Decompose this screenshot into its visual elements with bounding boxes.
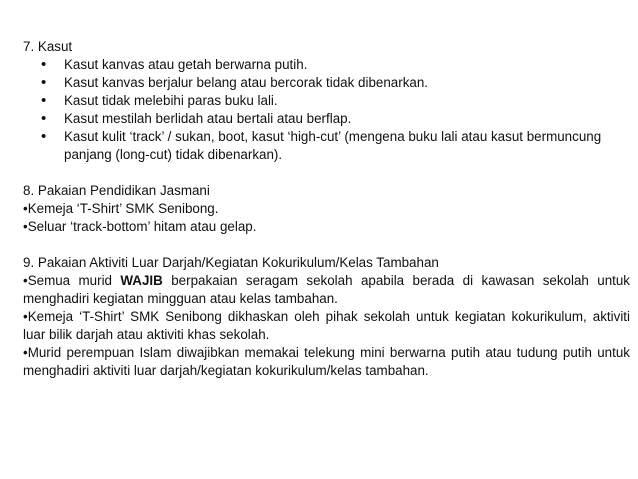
paragraph-tshirt: •Kemeja ‘T-Shirt’ SMK Senibong dikhaskan oleh pihak sekolah untuk kegiatan kokurikulum, aktiviti luar bilik darjah atau aktiviti khas sekolah. — [23, 309, 630, 342]
paragraph-text: berpakaian seragam sekolah apabila berada di kawasan sekolah untuk menghadiri kegiatan mingguan atau kelas tambahan. — [23, 273, 631, 306]
paragraph-wajib — [23, 272, 630, 308]
list-item: • Kasut kulit ‘track’ / sukan, boot, kasut ‘high-cut’ (mengena buku lali atau kasut bermuncung panjang (long-cut) tidak dibenarkan). — [41, 128, 630, 164]
section-aktiviti-luar — [23, 254, 630, 380]
section-pendidikan-jasmani — [23, 182, 630, 236]
list-item: • Kasut mestilah berlidah atau bertali atau berflap. — [41, 110, 630, 128]
list-item: • Kasut tidak melebihi paras buku lali. — [41, 92, 630, 110]
paragraph-telekung: •Murid perempuan Islam diwajibkan memakai telekung mini berwarna putih atau tudung putih untuk menghadiri aktiviti luar darjah/kegiatan kokurikulum/kelas tambahan. — [23, 345, 630, 378]
list-item: • Kasut kanvas berjalur belang atau bercorak tidak dibenarkan. — [41, 74, 630, 92]
list-item: •Seluar ‘track-bottom’ hitam atau gelap. — [23, 219, 257, 234]
section-title-pendidikan-jasmani: 8. Pakaian Pendidikan Jasmani — [23, 183, 210, 198]
section-title-kasut: 7. Kasut — [23, 39, 73, 54]
emphasis-wajib: WAJIB — [120, 273, 163, 288]
section-kasut — [23, 38, 630, 164]
kasut-bullet-list — [23, 56, 630, 164]
paragraph-text: •Semua murid — [23, 273, 121, 288]
section-title-aktiviti-luar: 9. Pakaian Aktiviti Luar Darjah/Kegiatan Kokurikulum/Kelas Tambahan — [23, 255, 439, 270]
list-item: • Kasut kanvas atau getah berwarna putih. — [41, 56, 630, 74]
list-item: •Kemeja ‘T-Shirt’ SMK Senibong. — [23, 201, 219, 216]
